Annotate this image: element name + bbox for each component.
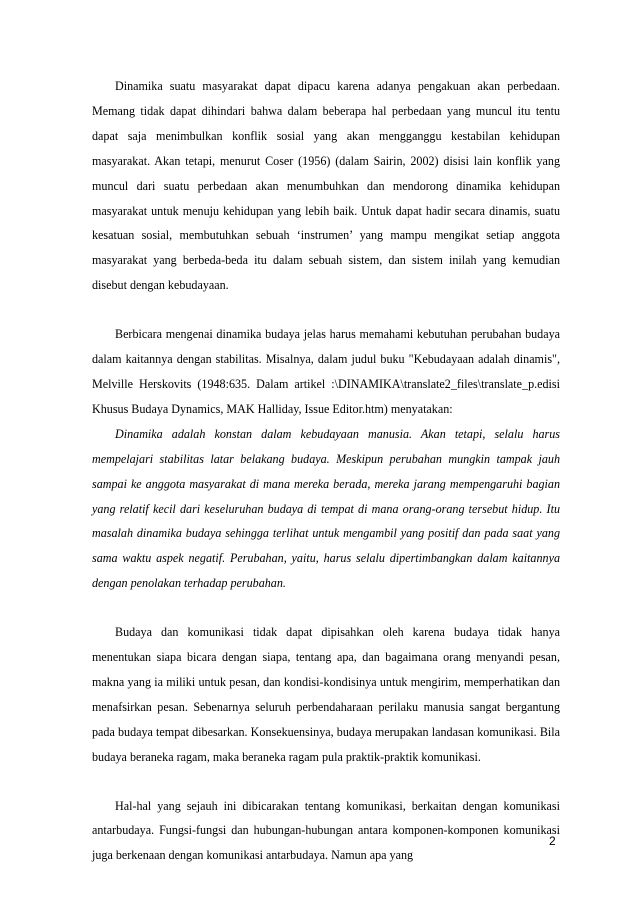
paragraph-spacer	[92, 596, 560, 620]
block-quote-herskovits: Dinamika adalah konstan dalam kebudayaan manusia. Akan tetapi, selalu harus mempelajari stabilitas latar belakang budaya. Meskipun perubahan mungkin tampak jauh sampai ke anggota masyarakat di mana mereka berada, mereka jarang mempengaruhi bagian yang relatif kecil dari keseluruhan budaya di tempat di mana orang-orang tersebut hidup. Itu masalah dinamika budaya sehingga terlihat untuk mengambil yang positif dan pada saat yang sama waktu aspek negatif. Perubahan, yaitu, harus selalu dipertimbangkan dalam kaitannya dengan penolakan terhadap perubahan.	[92, 426, 560, 591]
paragraph-dinamika-masyarakat: Dinamika suatu masyarakat dapat dipacu karena adanya pengakuan akan perbedaan. Memang tidak dapat dihindari bahwa dalam beberapa hal perbedaan yang muncul itu tentu dapat saja menimbulkan konflik sosial yang akan mengganggu kestabilan kehidupan masyarakat. Akan tetapi, menurut Coser (1956) (dalam Sairin, 2002) disisi lain konflik yang muncul dari suatu perbedaan akan menumbuhkan dan mendorong dinamika kehidupan masyarakat untuk menuju kehidupan yang lebih baik. Untuk dapat hadir secara dinamis, suatu kesatuan sosial, membutuhkan sebuah ‘instrumen’ yang mampu mengikat setiap anggota masyarakat yang berbeda-beda itu dalam sebuah sistem, dan sistem inilah yang kemudian disebut dengan kebudayaan.	[92, 79, 560, 293]
paragraph-budaya-komunikasi: Budaya dan komunikasi tidak dapat dipisahkan oleh karena budaya tidak hanya menentukan siapa bicara dengan siapa, tentang apa, dan bagaimana orang menyandi pesan, makna yang ia miliki untuk pesan, dan kondisi-kondisinya untuk mengirim, memperhatikan dan menafsirkan pesan. Sebenarnya seluruh perbendaharaan perilaku manusia sangat bergantung pada budaya tempat dibesarkan. Konsekuensinya, budaya merupakan landasan komunikasi. Bila budaya beraneka ragam, maka beraneka ragam pula praktik-praktik komunikasi.	[92, 625, 560, 764]
paragraph-spacer	[92, 770, 560, 794]
paragraph-dinamika-budaya: Berbicara mengenai dinamika budaya jelas harus memahami kebutuhan perubahan budaya dalam kaitannya dengan stabilitas. Misalnya, dalam judul buku "Kebudayaan adalah dinamis", Melville Herskovits (1948:635. Dalam artikel :\DINAMIKA\translate2_files\translate_p.edisi Khusus Budaya Dynamics, MAK Halliday, Issue Editor.htm) menyatakan:	[92, 327, 560, 416]
page-number: 2	[549, 834, 556, 848]
body-text	[92, 74, 560, 868]
paragraph-komunikasi-antarbudaya: Hal-hal yang sejauh ini dibicarakan tentang komunikasi, berkaitan dengan komunikasi antarbudaya. Fungsi-fungsi dan hubungan-hubungan antara komponen-komponen komunikasi juga berkenaan dengan komunikasi antarbudaya. Namun apa yang	[92, 798, 560, 863]
paragraph-spacer	[92, 298, 560, 322]
